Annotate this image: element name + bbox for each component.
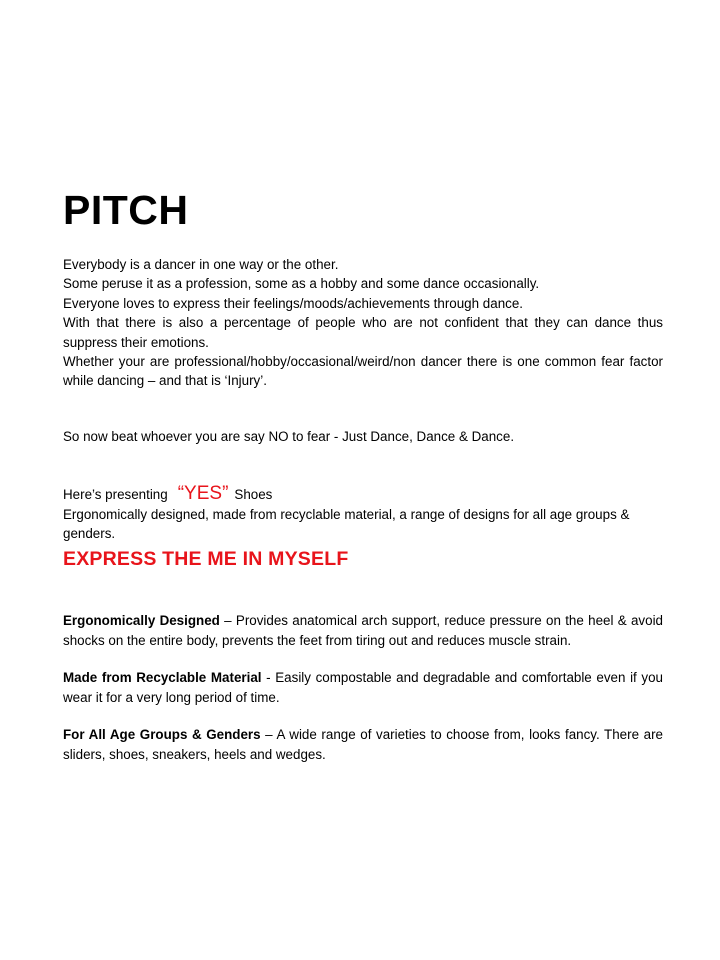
feature-separator: – xyxy=(260,727,277,743)
tagline: EXPRESS THE ME IN MYSELF xyxy=(63,548,349,571)
intro-line: Whether your are professional/hobby/occasional/weird/non dancer there is one common fear factor while dancing – and that is ‘Injury’. xyxy=(63,354,663,389)
presenting-line xyxy=(63,484,663,504)
feature-item xyxy=(63,611,663,650)
feature-heading: Made from Recyclable Material xyxy=(63,670,262,686)
feature-item xyxy=(63,668,663,707)
presenting-suffix: Shoes xyxy=(234,487,273,503)
spacer xyxy=(63,446,663,484)
product-name: “YES” xyxy=(177,483,229,505)
feature-separator: – xyxy=(219,613,236,629)
feature-heading: Ergonomically Designed xyxy=(63,613,220,629)
spacer xyxy=(63,391,663,427)
feature-text: Easily compostable and degradable and comfortable even if you wear it for a very long period of time. xyxy=(63,670,663,705)
spacer xyxy=(63,573,663,611)
feature-item xyxy=(63,725,663,764)
intro-line: Everybody is a dancer in one way or the other. xyxy=(63,257,339,272)
spacer xyxy=(63,707,663,725)
intro-line: Some peruse it as a profession, some as a hobby and some dance occasionally. xyxy=(63,276,540,292)
intro-paragraph xyxy=(63,255,663,391)
presenting-prefix: Here’s presenting xyxy=(63,487,168,503)
feature-text: A wide range of varieties to choose from, looks fancy. There are sliders, shoes, sneakers, heels and wedges. xyxy=(63,727,663,762)
call-to-action-text: So now beat whoever you are say NO to fear - Just Dance, Dance & Dance. xyxy=(63,428,515,444)
intro-line: Everyone loves to express their feelings/moods/achievements through dance. xyxy=(63,295,524,311)
feature-text: Provides anatomical arch support, reduce pressure on the heel & avoid shocks on the entire body, prevents the feet from tiring out and reduces muscle strain. xyxy=(63,613,663,648)
document-page xyxy=(63,185,663,764)
feature-heading: For All Age Groups & Genders xyxy=(63,727,261,743)
spacer xyxy=(63,650,663,668)
product-description: Ergonomically designed, made from recyclable material, a range of designs for all age groups & genders. xyxy=(63,506,630,542)
intro-line: With that there is also a percentage of people who are not confident that they can dance thus suppress their emotions. xyxy=(63,315,663,350)
page-title: PITCH xyxy=(63,187,189,233)
feature-separator: - xyxy=(261,670,276,686)
